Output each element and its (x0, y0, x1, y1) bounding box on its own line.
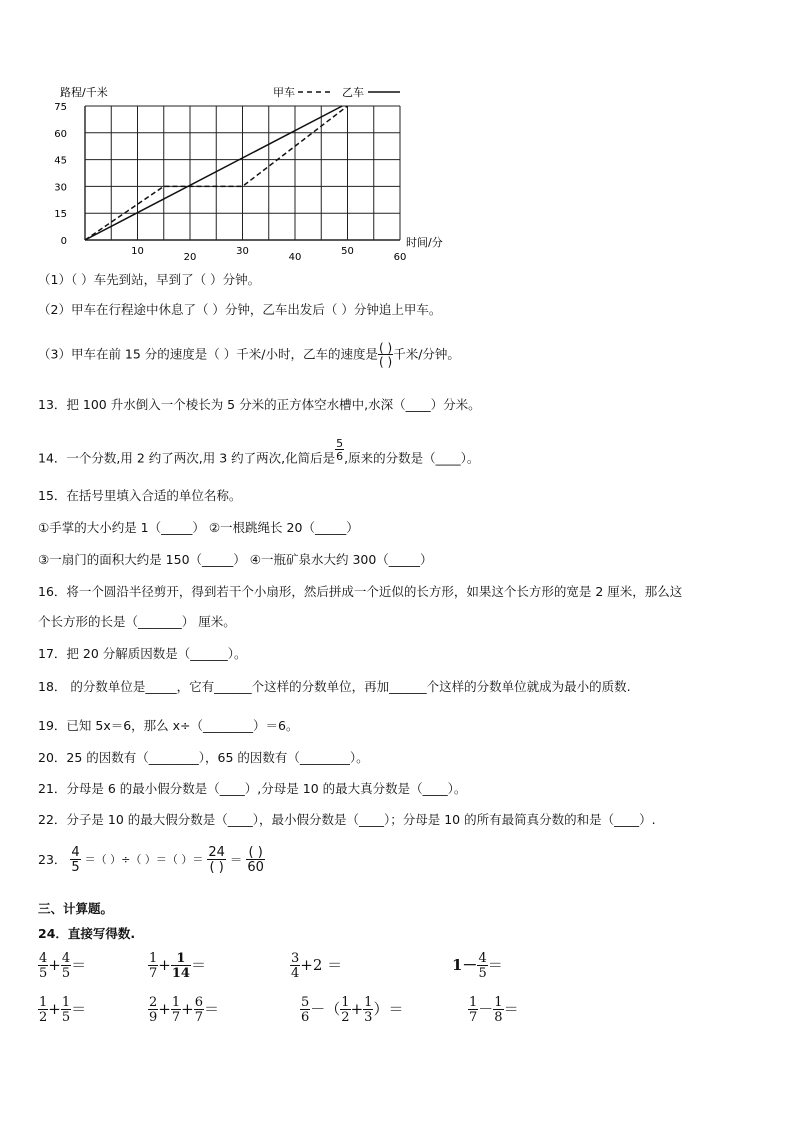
q13: 13．把 100 升水倒入一个棱长为 5 分米的正方体空水槽中,水深（____）分米。 (38, 397, 481, 412)
op: － (478, 1000, 494, 1018)
frac-numerator: 1 (176, 951, 186, 966)
q20: 20．25 的因数有（________），65 的因数有（________）。 (38, 750, 369, 765)
q15-row2: ③一扇门的面积大约是 150（_____） ④一瓶矿泉水大约 300（_____） (38, 552, 433, 567)
frac-numerator: 1 (149, 951, 158, 966)
equals: ＝ (487, 956, 503, 974)
y-tick-label: 0 (60, 236, 67, 247)
q23-fraction-a (70, 846, 80, 874)
q12-part3-text: （3）甲车在前 15 分的速度是（ ）千米/小时，乙车的速度是 (38, 346, 378, 362)
frac-numerator: 6 (194, 995, 203, 1010)
q24-expr-7 (300, 996, 403, 1024)
frac-numerator: ( ) (248, 845, 263, 860)
frac-numerator: 1 (341, 995, 350, 1010)
y-tick-label: 30 (54, 182, 67, 194)
frac-numerator: 4 (478, 951, 487, 966)
equals: ＝ (204, 1000, 220, 1018)
frac-denominator: 8 (494, 1010, 503, 1025)
x-tick-label: 60 (393, 252, 407, 263)
frac-numerator: 1 (39, 995, 48, 1010)
q12-part2: （2）甲车在行程途中休息了（ ）分钟，乙车出发后（ ）分钟追上甲车。 (38, 302, 442, 317)
frac-numerator: 5 (301, 995, 310, 1010)
frac-denominator: 5 (61, 1010, 71, 1025)
frac-numerator: 1 (494, 995, 503, 1010)
x-tick-label: 30 (236, 246, 249, 257)
frac-numerator: ( ) (379, 341, 393, 355)
tail: +2 ＝ (300, 956, 343, 974)
frac-denominator: 60 (247, 860, 264, 875)
frac-denominator: 2 (341, 1010, 350, 1025)
y-axis-label: 路程/千米 (60, 86, 108, 99)
y-tick-labels (54, 102, 67, 247)
q12-part1: （1）（ ）车先到站，早到了（ ）分钟。 (38, 272, 261, 287)
q24-expr-4 (452, 952, 503, 980)
frac-denominator: 6 (301, 1010, 310, 1025)
x-tick-labels (131, 246, 406, 263)
q24-expr-8 (468, 996, 519, 1024)
x-tick-label: 50 (341, 246, 354, 257)
frac-numerator: 4 (61, 951, 71, 966)
frac-denominator: 5 (61, 966, 71, 981)
q12-part3 (38, 342, 460, 368)
q12-part3-tail: 千米/分钟。 (393, 346, 460, 362)
frac-denominator: 7 (171, 1010, 181, 1025)
series-yi-line (85, 106, 342, 240)
equals: ＝ (503, 1000, 519, 1018)
frac-numerator: 2 (149, 995, 158, 1010)
y-tick-label: 15 (54, 209, 67, 221)
frac-denominator: 7 (469, 1010, 478, 1025)
q23-equals: ＝ (229, 852, 243, 867)
q14-text: 14．一个分数,用 2 约了两次,用 3 约了两次,化简后是 (38, 450, 336, 466)
q24-title: 24．直接写得数. (38, 926, 136, 941)
frac-denominator: 6 (336, 450, 344, 463)
frac-denominator: 5 (39, 966, 48, 981)
frac-denominator: ( ) (207, 859, 226, 874)
frac-numerator: 4 (71, 845, 80, 860)
frac-numerator: 1 (61, 995, 71, 1010)
x-tick-label: 40 (288, 252, 302, 263)
op: + (158, 1000, 171, 1018)
frac-numerator: 1 (469, 995, 478, 1010)
x-axis-label: 时间/分 (406, 236, 443, 249)
frac-denominator: 5 (71, 860, 80, 875)
equals: ）＝ (373, 1000, 404, 1018)
q19: 19．已知 5x＝6，那么 x÷（________）＝6。 (38, 718, 299, 733)
frac-denominator: 5 (478, 966, 487, 981)
q23-middle: ＝（ ）÷（ ）＝（ ）＝ (84, 853, 204, 866)
frac-numerator: 3 (291, 951, 300, 966)
y-tick-label: 45 (54, 155, 67, 167)
q16-line1: 16．将一个圆沿半径剪开，得到若干个小扇形，然后拼成一个近似的长方形，如果这个长方形的宽是 2 厘米，那么这 (38, 584, 683, 599)
equals: ＝ (71, 956, 87, 974)
q14-tail: ,原来的分数是（____）。 (344, 450, 480, 466)
legend-jia-label: 甲车 (273, 86, 295, 99)
frac-denominator: 2 (39, 1010, 48, 1025)
frac-numerator: 4 (39, 951, 48, 966)
q23-label: 23． (38, 852, 67, 867)
q12-speed-fraction (378, 342, 393, 368)
op: + (158, 956, 171, 974)
q15-title: 15．在括号里填入合适的单位名称。 (38, 488, 242, 503)
q24-expr-2 (148, 952, 206, 980)
q18: 18． 的分数单位是_____，它有______个这样的分数单位，再加______个这样的分数单位就成为最小的质数. (38, 679, 631, 694)
op: + (48, 956, 61, 974)
q22: 22．分子是 10 的最大假分数是（____），最小假分数是（____）；分母是 10 的所有最简真分数的和是（____）. (38, 812, 656, 827)
frac-numerator: 24 (208, 845, 225, 860)
q23 (38, 846, 265, 874)
op: + (350, 1000, 364, 1018)
frac-numerator: 1 (364, 995, 373, 1010)
legend-yi-label: 乙车 (342, 86, 364, 99)
frac-denominator: 9 (149, 1010, 158, 1025)
frac-denominator: 3 (364, 1010, 373, 1025)
q24-expr-6 (148, 996, 219, 1024)
x-tick-label: 20 (183, 252, 197, 263)
section-3-heading: 三、计算题。 (38, 901, 114, 916)
q23-fraction-c (246, 846, 265, 874)
frac-denominator: 7 (194, 1010, 203, 1025)
equals: ＝ (190, 956, 206, 974)
q24-expr-5 (38, 996, 86, 1024)
q14 (38, 437, 480, 471)
frac-denominator: ( ) (379, 355, 393, 369)
x-tick-label: 10 (131, 246, 144, 257)
frac-denominator: 14 (171, 966, 190, 981)
frac-numerator: 1 (171, 995, 181, 1010)
frac-denominator: 7 (149, 966, 158, 981)
op: + (181, 1000, 194, 1018)
lead: 1－ (452, 956, 478, 974)
q24-expr-1 (38, 952, 86, 980)
q21: 21．分母是 6 的最小假分数是（____）,分母是 10 的最大真分数是（____）。 (38, 781, 467, 796)
distance-time-chart (0, 0, 794, 270)
frac-denominator: 4 (291, 966, 300, 981)
chart-grid (85, 106, 400, 240)
y-tick-label: 60 (54, 128, 67, 140)
equals: ＝ (71, 1000, 87, 1018)
op: －（ (310, 1000, 341, 1018)
q14-fraction (335, 438, 344, 462)
q16-line2: 个长方形的长是（_______） 厘米。 (38, 614, 236, 629)
q15-row1: ①手掌的大小约是 1（_____） ②一根跳绳长 20（_____） (38, 520, 359, 535)
frac-numerator: 5 (336, 437, 344, 450)
q24-expr-3 (290, 952, 342, 980)
q17: 17．把 20 分解质因数是（______）。 (38, 646, 247, 661)
op: + (48, 1000, 61, 1018)
q23-fraction-b (207, 846, 226, 874)
y-tick-label: 75 (54, 102, 67, 113)
